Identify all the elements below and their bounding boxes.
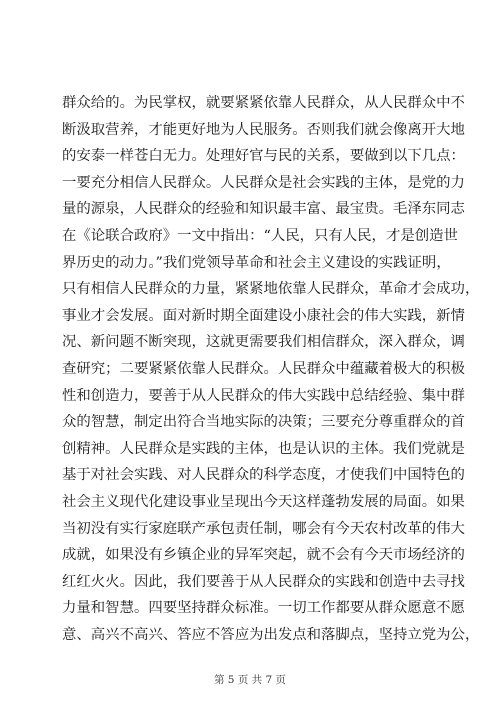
text-line: 力量和智慧。四要坚持群众标准。一切工作都要从群众愿意不愿 (62, 600, 465, 617)
text-line: 事业才会发展。面对新时期全面建设小康社会的伟大实践，新情 (62, 307, 465, 324)
text-line: 社会主义现代化建设事业呈现出今天这样蓬勃发展的局面。如果 (62, 493, 465, 510)
text-line: 查研究；二要紧紧依靠人民群众。人民群众中蕴藏着极大的积极 (62, 360, 465, 377)
body-text (62, 90, 480, 648)
text-line: 一要充分相信人民群众。人民群众是社会实践的主体，是党的力 (62, 174, 465, 191)
text-line: 创精神。人民群众是实践的主体，也是认识的主体。我们党就是 (62, 440, 465, 457)
text-line: 基于对社会实践、对人民群众的科学态度，才使我们中国特色的 (62, 467, 465, 484)
text-line: 群众给的。为民掌权，就要紧紧依靠人民群众，从人民群众中不 (62, 95, 465, 111)
text-line: 成就，如果没有乡镇企业的异军突起，就不会有今天市场经济的 (62, 547, 465, 564)
text-line: 红红火火。因此，我们要善于从人民群众的实践和创造中去寻找 (62, 573, 465, 590)
text-line: 众的智慧，制定出符合当地实际的决策；三要充分尊重群众的首 (62, 414, 465, 431)
text-line: 只有相信人民群众的力量，紧紧地依靠人民群众，革命才会成功， (62, 281, 480, 298)
text-line: 界历史的动力。”我们党领导革命和社会主义建设的实践证明， (62, 254, 451, 271)
text-line: 的安泰一样苍白无力。处理好官与民的关系，要做到以下几点： (62, 148, 465, 165)
text-line: 在《论联合政府》一文中指出：“人民，只有人民，才是创造世 (62, 227, 458, 244)
text-line: 性和创造力，要善于从人民群众的伟大实践中总结经验、集中群 (62, 387, 465, 404)
text-line: 量的源泉，人民群众的经验和知识最丰富、最宝贵。毛泽东同志 (62, 201, 465, 218)
text-line: 断汲取营养，才能更好地为人民服务。否则我们就会像离开大地 (62, 121, 465, 138)
text-line: 当初没有实行家庭联产承包责任制，哪会有今天农村改革的伟大 (62, 520, 465, 537)
text-line: 况、新问题不断突现，这就更需要我们相信群众，深入群众，调 (62, 334, 465, 351)
text-line: 意、高兴不高兴、答应不答应为出发点和落脚点，坚持立党为公， (62, 626, 480, 643)
page-footer: 第 5 页 共 7 页 (213, 674, 287, 686)
